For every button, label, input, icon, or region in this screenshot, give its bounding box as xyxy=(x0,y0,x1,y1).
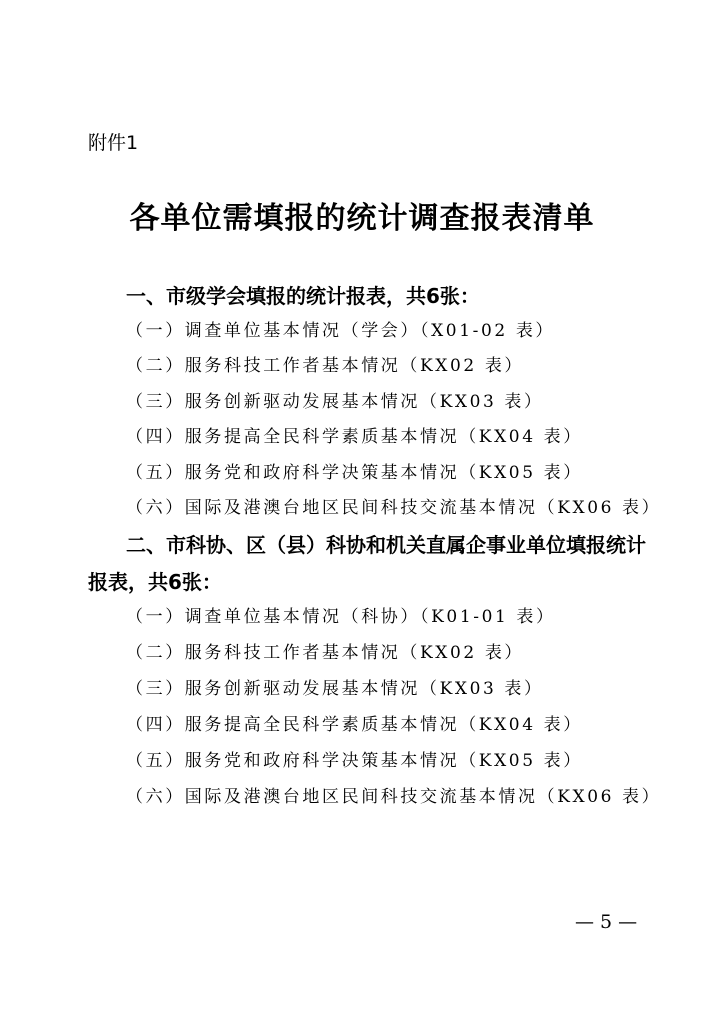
section-2-heading: 二、市科协、区（县）科协和机关直属企事业单位填报统计 xyxy=(126,533,646,557)
attachment-label: 附件1 xyxy=(88,132,139,154)
section-1-item-1: （一）调查单位基本情况（学会）（X01-02 表） xyxy=(126,321,556,341)
section-2-item-3: （三）服务创新驱动发展基本情况（KX03 表） xyxy=(126,679,544,699)
page-number: — 5 — xyxy=(575,911,638,933)
section-1-item-3: （三）服务创新驱动发展基本情况（KX03 表） xyxy=(126,392,544,412)
section-2-item-1: （一）调查单位基本情况（科协）（K01-01 表） xyxy=(126,607,556,627)
section-2-item-2: （二）服务科技工作者基本情况（KX02 表） xyxy=(126,643,525,663)
document-title: 各单位需填报的统计调查报表清单 xyxy=(129,201,595,236)
section-1-item-4: （四）服务提高全民科学素质基本情况（KX04 表） xyxy=(126,427,583,447)
section-2-item-6: （六）国际及港澳台地区民间科技交流基本情况（KX06 表） xyxy=(126,787,662,807)
section-2-heading-continuation: 报表，共6张： xyxy=(88,570,222,594)
section-2-item-5: （五）服务党和政府科学决策基本情况（KX05 表） xyxy=(126,751,583,771)
section-1-item-2: （二）服务科技工作者基本情况（KX02 表） xyxy=(126,356,525,376)
section-1-heading: 一、市级学会填报的统计报表，共6张： xyxy=(126,284,480,308)
section-1-item-5: （五）服务党和政府科学决策基本情况（KX05 表） xyxy=(126,463,583,483)
section-2-item-4: （四）服务提高全民科学素质基本情况（KX04 表） xyxy=(126,715,583,735)
section-1-item-6: （六）国际及港澳台地区民间科技交流基本情况（KX06 表） xyxy=(126,498,662,518)
